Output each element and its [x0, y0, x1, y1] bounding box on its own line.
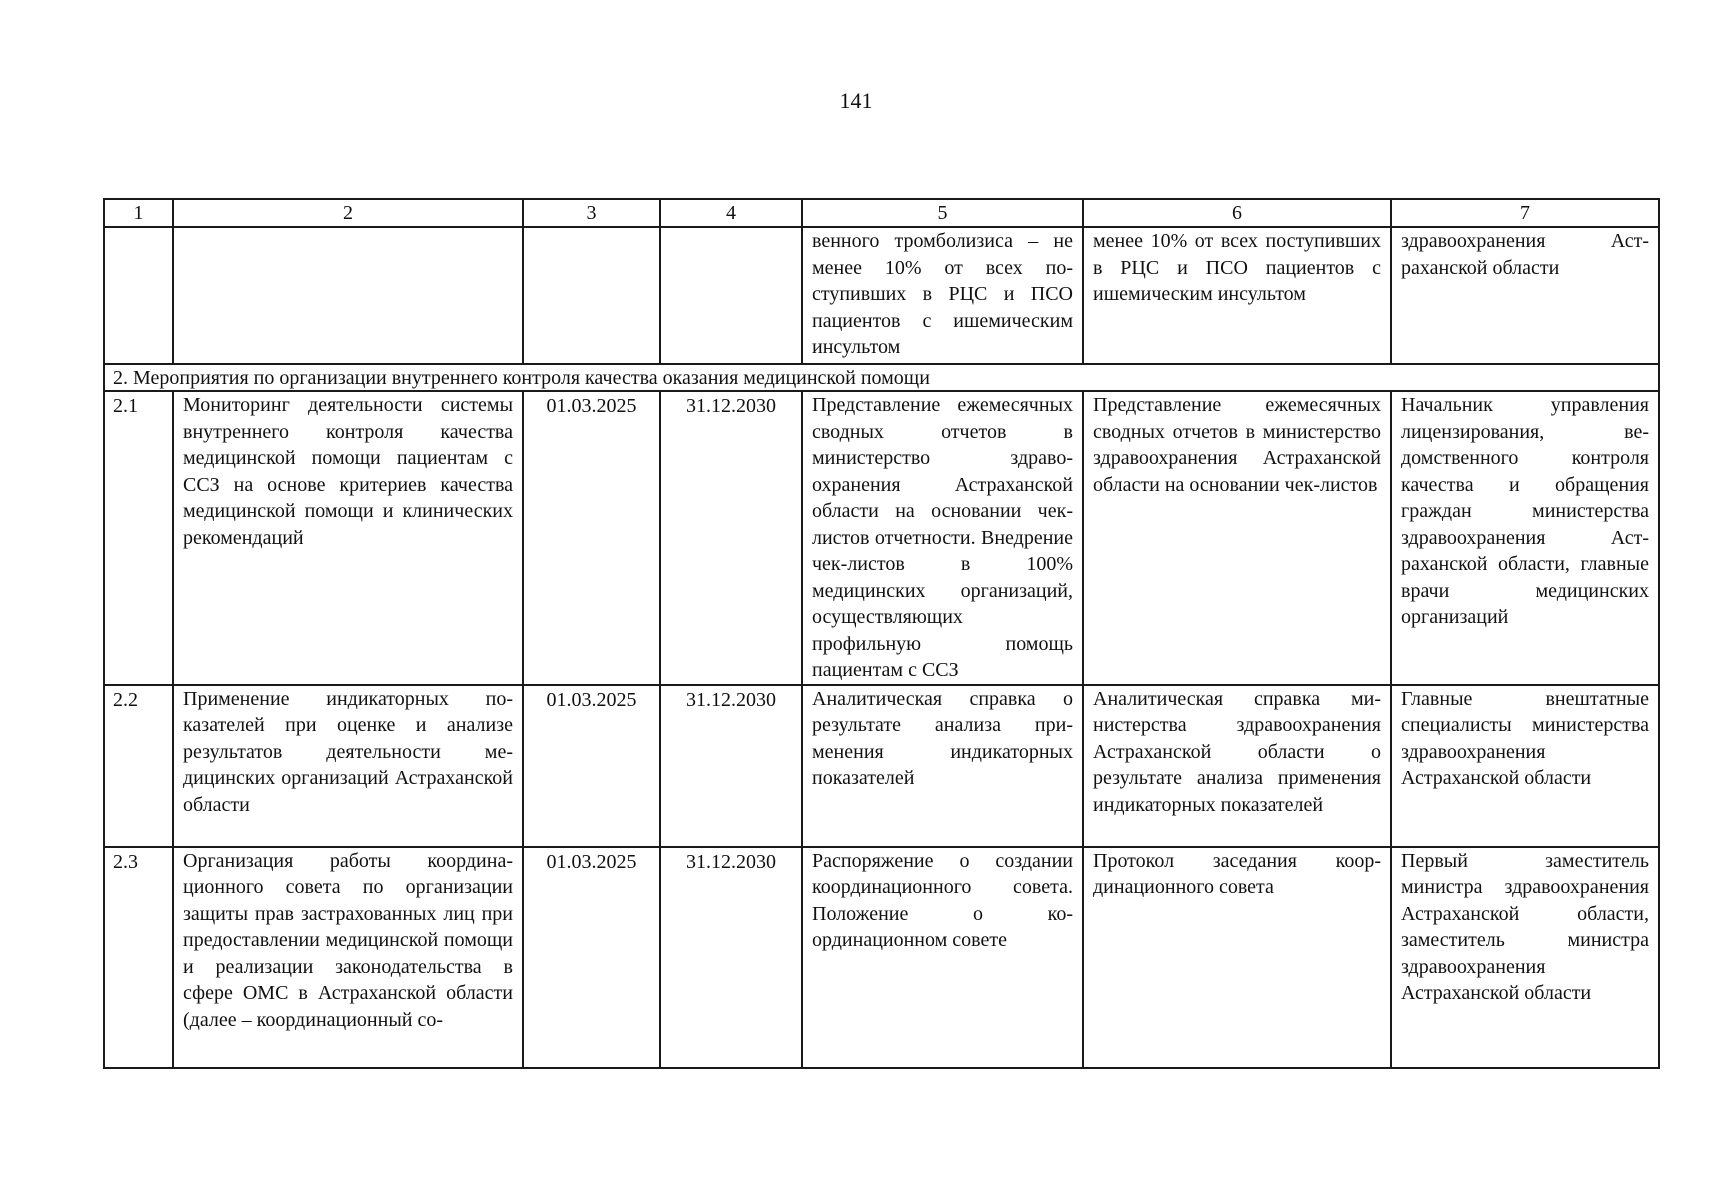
row-number: 2.3 — [104, 847, 173, 1068]
table-row — [104, 847, 1659, 1068]
column-number: 1 — [104, 199, 173, 227]
table-row — [104, 685, 1659, 847]
control-indicator: Представление ежемесячных сводных отчетов в министерство здравоохранения Астраханской области на основании чек-листов — [1083, 391, 1391, 685]
column-number: 5 — [802, 199, 1083, 227]
empty-cell — [104, 227, 173, 364]
end-date: 31.12.2030 — [660, 685, 802, 847]
control-indicator: Аналитическая справка министерства здравоохранения Астраханской области о результате анализа применения индикаторных показателей — [1083, 685, 1391, 847]
empty-cell — [660, 227, 802, 364]
row-number: 2.2 — [104, 685, 173, 847]
column-number: 2 — [173, 199, 523, 227]
row-number: 2.1 — [104, 391, 173, 685]
start-date: 01.03.2025 — [523, 685, 660, 847]
start-date: 01.03.2025 — [523, 847, 660, 1068]
expected-result: Аналитическая справка о результате анализа применения индикаторных показателей — [802, 685, 1083, 847]
continuation-result-cell: венного тромболизиса – не менее 10% от всех поступивших в РЦС и ПСО пациентов с ишемическим инсультом — [802, 227, 1083, 364]
section-title: 2. Мероприятия по организации внутреннего контроля качества оказания медицинской помощи — [104, 364, 1659, 391]
column-number: 6 — [1083, 199, 1391, 227]
activity-name: Мониторинг деятельности системы внутреннего контроля качества медицинской помощи пациентам с ССЗ на основе критериев качества медицинской помощи и клинических рекомендаций — [173, 391, 523, 685]
continuation-row — [104, 227, 1659, 364]
empty-cell — [173, 227, 523, 364]
activity-name: Организация работы координационного совета по организации защиты прав застрахованных лиц при предоставлении медицинской помощи и реализации законодательства в сфере ОМС в Астраханской области (далее – координационный со- — [173, 847, 523, 1068]
empty-cell — [523, 227, 660, 364]
page-number: 141 — [839, 88, 873, 113]
column-number: 7 — [1391, 199, 1659, 227]
table-row — [104, 391, 1659, 685]
control-indicator: Протокол заседания координационного совета — [1083, 847, 1391, 1068]
plan-table — [103, 198, 1660, 1069]
responsible-person: Главные внештатные специалисты министерства здравоохранения Астраханской области — [1391, 685, 1659, 847]
end-date: 31.12.2030 — [660, 847, 802, 1068]
section-row — [104, 364, 1659, 391]
column-number-row — [104, 199, 1659, 227]
start-date: 01.03.2025 — [523, 391, 660, 685]
responsible-person: Первый заместитель министра здравоохранения Астраханской области, заместитель министра здравоохранения Астраханской области — [1391, 847, 1659, 1068]
column-number: 4 — [660, 199, 802, 227]
column-number: 3 — [523, 199, 660, 227]
expected-result: Представление ежемесячных сводных отчетов в министерство здравоохранения Астраханской области на основании чек-листов отчетности. Внедрение чек-листов в 100% медицинских организаций, осуществляющих профильную помощь пациентам с ССЗ — [802, 391, 1083, 685]
end-date: 31.12.2030 — [660, 391, 802, 685]
continuation-indicator-cell: менее 10% от всех поступивших в РЦС и ПСО пациентов с ишемическим инсультом — [1083, 227, 1391, 364]
continuation-responsible-cell: здравоохранения Астраханской области — [1391, 227, 1659, 364]
expected-result: Распоряжение о создании координационного совета. Положение о координационном совете — [802, 847, 1083, 1068]
responsible-person: Начальник управления лицензирования, ведомственного контроля качества и обращения граждан министерства здравоохранения Астраханской области, главные врачи медицинских организаций — [1391, 391, 1659, 685]
activity-name: Применение индикаторных показателей при оценке и анализе результатов деятельности медицинских организаций Астраханской области — [173, 685, 523, 847]
